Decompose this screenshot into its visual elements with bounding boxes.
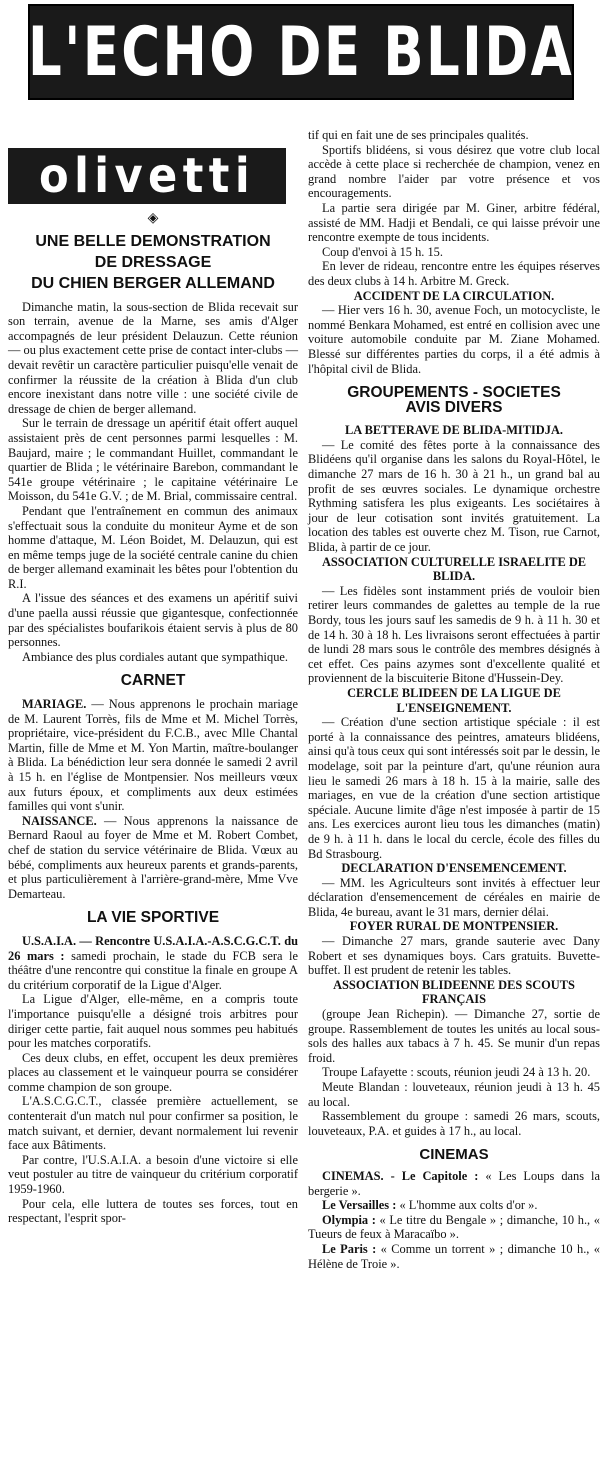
mariage-label: MARIAGE. (22, 697, 87, 712)
versailles-label: Le Versailles : (322, 1198, 397, 1213)
foyer-text: — Dimanche 27 mars, grande sauterie avec Dany Robert et ses dynamiques boys. Cars gratuits. Buvette-buffet. Il est prudent de retenir les tables. (308, 934, 600, 978)
masthead-banner (28, 4, 574, 100)
sport-paragraph: L'A.S.C.G.C.T., classée première actuellement, se contenterait d'un match nul pour confirmer sa position, le match suivant, et dernier, devant normalement lui revenir face aux Bâtiments. (8, 1094, 298, 1153)
naissance-text: — Nous apprenons la naissance de Bernard Raoul au foyer de Mme et M. Robert Combet, chef de station du service vétérinaire de Blida. Vœux au bébé, compliments aux heureux parents et grands-parents, et plus particulièrement à l'arrière-grand-mère, Mme Vve Demarteau. (8, 813, 298, 901)
meute-text: Meute Blandan : louveteaux, réunion jeudi à 13 h. 45 au local. (308, 1080, 600, 1109)
carnet-heading: CARNET (120, 672, 186, 690)
article-paragraph: Sur le terrain de dressage un apéritif était offert auquel assistaient près de cent personnes parmi lesquelles : M. Baujard, maire ; le commandant Huillet, commandant le quartier de Blida ; le vétérinaire Barebon, commandant le 541e groupe vétérinaire ; le capitaine vétérinaire Le Moisson, du 541e G.V. ; de M. Brial, commissaire central. (8, 416, 298, 504)
israelite-text: — Les fidèles sont instamment priés de vouloir bien retirer leurs commandes de galettes au temple de la rue Bordy, tous les jours sauf les samedis de 9 h. à 11 h. 30 et de 14 h. 30 à 18 h. Les livraisons seront effectuées à partir de lundi 28 mars sous le contrôle des membres désignés à cet effet. Ces pains azymes sont d'excellente qualité et proviennent de la biscuiterie Bitone d'Hussein-Dey. (308, 583, 600, 686)
groupements-line: AVIS DIVERS (405, 398, 503, 416)
paris-film: « Comme un torrent » ; dimanche 10 h., « Hélène de Troie ». (308, 1241, 600, 1271)
sport-paragraph: Sportifs blidéens, si vous désirez que votre club local accède à cette place si recherchée de champion, venez en grand nombre l'aider par votre présence et vos encouragements. (308, 142, 600, 201)
rassemblement-text: Rassemblement du groupe : samedi 26 mars, scouts, louveteaux, P.A. et guides à 17 h., au local. (308, 1109, 600, 1138)
cinema-paris (308, 1242, 600, 1271)
olympia-label: Olympia : (322, 1212, 376, 1227)
title-line: DE DRESSAGE (94, 253, 212, 271)
article-paragraph: Pendant que l'entraînement en commun des animaux s'effectuait sous la conduite du moniteur Ayme et de son homme d'attaque, M. Léon Boidet, M. Delauzun, qui est en même temps juge de la société centrale canine du chien de berger allemand examinait les bêtes pour l'obtention du R.I. (8, 503, 298, 591)
article-paragraph: Dimanche matin, la sous-section de Blida recevait sur son terrain, avenue de la Marne, ses amis d'Alger accompagnés de leur président Delauzun. Cette réunion — ou plus exactement cette prise de contact inter-clubs — devait revêtir un caractère particulier puisqu'elle venait de confirmer la réussite de la création à Blida d'un club encore inexistant dans notre ville : une société civile de dressage de chien de berger allemand. (8, 299, 298, 416)
cinema-olympia (308, 1213, 600, 1242)
article-paragraph: A l'issue des séances et des examens un apéritif suivi d'une paella aussi réussie que gigantesque, confectionnée par des spécialistes boufarikois étaient servis à plus de 80 personnes. (8, 591, 298, 650)
right-column (308, 128, 600, 1271)
cercle-heading: CERCLE BLIDEEN DE LA LIGUE DE L'ENSEIGNEMENT. (347, 685, 561, 715)
troupe-text: Troupe Lafayette : scouts, réunion jeudi 24 à 13 h. 20. (322, 1065, 591, 1080)
cinemas-heading: CINEMAS (419, 1146, 489, 1164)
left-column (8, 132, 298, 1226)
masthead-title: L'ECHO DE BLIDA (28, 12, 574, 92)
declaration-heading: DECLARATION D'ENSEMENCEMENT. (341, 861, 567, 876)
cinema-intro: CINEMAS. - Le Capitole : (322, 1168, 479, 1183)
sport-label: U.S.A.I.A. — Rencontre U.S.A.I.A.-A.S.C.G.C.T. du 26 mars : (8, 933, 298, 963)
olivetti-logo (8, 148, 286, 204)
carnet-naissance (8, 814, 298, 902)
carnet-mariage (8, 697, 298, 814)
scouts-text: (groupe Jean Richepin). — Dimanche 27, sortie de groupe. Rassemblement de toutes les unités au local sous-sols des halles aux tabacs à 7 h. 45. Se munir d'un repas froid. (308, 1007, 600, 1065)
declaration-text: — MM. les Agriculteurs sont invités à effectuer leur déclaration d'ensemencement de céréales en mairie de Blida, 4e bureau, avant le 31 mars, dernier délai. (308, 875, 600, 919)
sport-paragraph: La partie sera dirigée par M. Giner, arbitre fédéral, assisté de MM. Hadji et Bendali, ce qui laisse prévoir une rencontre exempte de tous incidents. (308, 200, 600, 245)
ornament-icon: ◈ (147, 211, 159, 226)
accident-heading: ACCIDENT DE LA CIRCULATION. (353, 288, 555, 303)
sport-paragraph: La Ligue d'Alger, elle-même, en a compris toute l'importance puisqu'elle a désigné trois arbitres pour diriger cette partie, fait auquel nous sommes peu habitués pour les matches corporatifs. (8, 992, 298, 1051)
article-paragraph: Ambiance des plus cordiales autant que sympathique. (22, 649, 288, 664)
capitole-film: « Les Loups dans la bergerie ». (308, 1168, 600, 1198)
sport-paragraph: Coup d'envoi à 15 h. 15. (322, 244, 443, 259)
sport-intro (8, 934, 298, 992)
sport-paragraph-cont: tif qui en fait une de ses principales qualités. (308, 128, 529, 142)
olympia-film: « Le titre du Bengale » ; dimanche, 10 h., « Tueurs de feux à Maracaïbo ». (308, 1212, 600, 1242)
paris-label: Le Paris : (322, 1241, 377, 1256)
groupements-line: GROUPEMENTS - SOCIETES (347, 384, 561, 402)
cinema-versailles (308, 1198, 600, 1213)
accident-text: — Hier vers 16 h. 30, avenue Foch, un motocycliste, le nommé Benkara Mohamed, est entré en collision avec une voiture automobile conduite par M. Ziane Mohamed. Blessé sur différentes parties du corps, il a été admis à l'hôpital civil de Blida. (308, 303, 600, 376)
article-dressage-title (8, 231, 298, 294)
israelite-heading: ASSOCIATION CULTURELLE ISRAELITE DE BLIDA. (321, 554, 587, 584)
scouts-heading: ASSOCIATION BLIDEENNE DES SCOUTS FRANÇAIS (333, 977, 575, 1007)
cercle-text: — Création d'une section artistique spéciale : il est porté à la connaissance des peintres, amateurs blidéens, ainsi qu'à tous ceux qui sont intéressés soit par le dessin, le modelage, soit par la peinture d'art, qu'une réunion aura lieu le samedi 26 mars à 18 h. 15 à la mairie, salle des mariages, en vue de la création d'une section artistique spéciale. Aucune limite d'âge n'est imposée à partir de 15 ans. Les exercices auront lieu tous les dimanches (matin) de 9 h. à 11 h. dans le local du cercle, école des filles du Bd Strasbourg. (308, 715, 600, 861)
sport-paragraph: Pour cela, elle luttera de toutes ses forces, tout en respectant, l'esprit spor- (8, 1196, 298, 1226)
groupements-heading (308, 386, 600, 415)
foyer-heading: FOYER RURAL DE MONTPENSIER. (349, 919, 559, 934)
logo-text: olivetti (38, 147, 256, 204)
naissance-label: NAISSANCE. (22, 813, 97, 828)
mariage-text: — Nous apprenons le prochain mariage de M. Laurent Torrès, fils de Mme et M. Michel Torrès, propriétaire, vice-président du F.C.B., avec Mlle Chantal Martin, fille de Mme et M. Yon Martin, maître-boulanger à Blida. La bénédiction leur sera donnée le samedi 2 avril à 15 h. en l'église de Montpensier. Nos meilleurs vœux aux futurs époux, et compliments aux deux estimées familles qui vont s'unir. (8, 697, 298, 814)
title-line: UNE BELLE DEMONSTRATION (35, 232, 271, 250)
sport-heading: LA VIE SPORTIVE (86, 909, 220, 927)
sport-paragraph: Par contre, l'U.S.A.I.A. a besoin d'une victoire si elle veut postuler au titre de vainqueur du critérium corporatif 1959-1960. (8, 1152, 298, 1197)
cinema-capitole (308, 1169, 600, 1198)
sport-text: samedi prochain, le stade du FCB sera le théâtre d'une rencontre qui constitue la finale en groupe A du critérium corporatif de la Ligue d'Alger. (8, 948, 298, 992)
versailles-film: « L'homme aux colts d'or ». (399, 1198, 538, 1213)
sport-paragraph: Ces deux clubs, en effet, occupent les deux premières places au classement et le vainqueur pourra se considérer comme champion de son groupe. (8, 1050, 298, 1094)
betterave-heading: LA BETTERAVE DE BLIDA-MITIDJA. (344, 423, 564, 438)
sport-paragraph: En lever de rideau, rencontre entre les équipes réserves des deux clubs à 14 h. Arbitre M. Greck. (308, 259, 600, 288)
betterave-text: — Le comité des fêtes porte à la connaissance des Blidéens qu'il organise dans les salons du Royal-Hôtel, le dimanche 27 mars de 16 h. 30 à 21 h., un grand bal au profit de ses œuvres sociales. Le dynamique orchestre Rythming satisfera les plus exigeants. Les sociétaires à jour de leur cotisation sont invités gratuitement. La location des tables est ouverte chez M. Tison, rue Carnot, Blida, à partir de ce jour. (308, 437, 600, 555)
title-line: DU CHIEN BERGER ALLEMAND (31, 274, 275, 292)
